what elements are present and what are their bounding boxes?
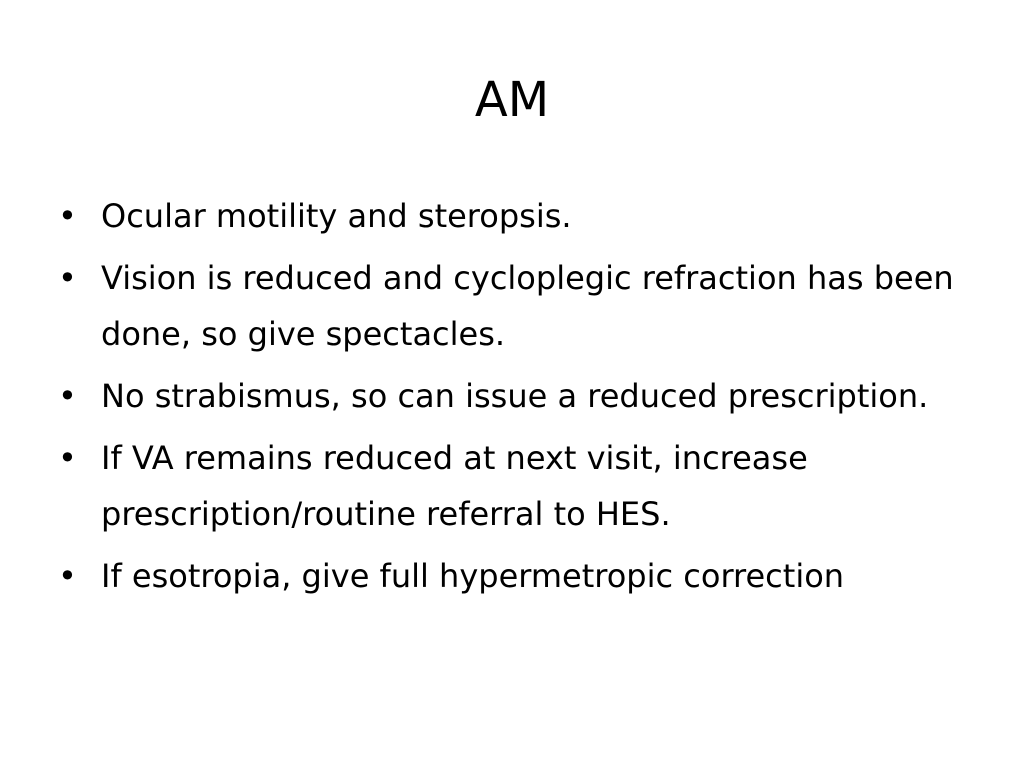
bullet-marker: • [58,377,77,415]
bullet-item [58,368,978,424]
bullet-marker: • [58,439,77,477]
bullet-text: No strabismus, so can issue a reduced prescription. [101,377,929,415]
bullet-item [58,548,978,604]
bullet-item [58,250,978,362]
bullet-marker: • [58,259,77,297]
bullet-item [58,188,978,244]
bullet-item [58,430,978,542]
bullet-list [58,188,978,610]
bullet-marker: • [58,557,77,595]
bullet-text: Ocular motility and steropsis. [101,197,572,235]
slide-title: AM [474,72,550,128]
bullet-marker: • [58,197,77,235]
bullet-text: If esotropia, give full hypermetropic correction [101,557,845,595]
bullet-text: Vision is reduced and cycloplegic refraction has been done, so give spectacles. [101,259,954,353]
bullet-text: If VA remains reduced at next visit, increase prescription/routine referral to HES. [101,439,808,533]
